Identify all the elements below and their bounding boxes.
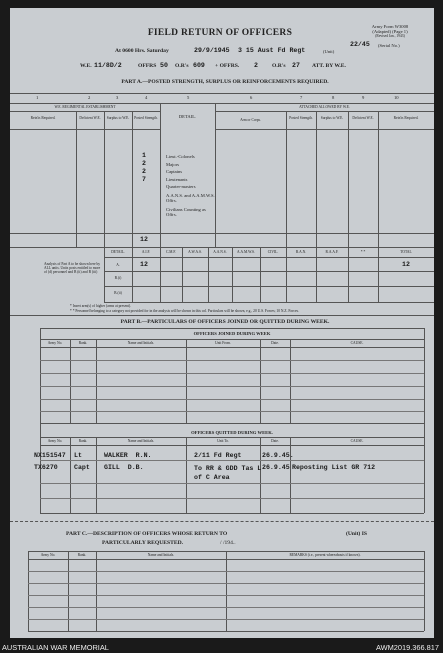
- part-c-header: Rank.: [77, 553, 87, 557]
- ors-label: O.R's: [175, 63, 189, 69]
- quitted-rank: Capt: [74, 464, 90, 471]
- col-header: Rein'ts Required.: [393, 116, 419, 120]
- footnote: * Insert arm(s) of higher (arms at present).: [70, 304, 132, 308]
- col-number: 5: [187, 95, 190, 100]
- group-header-right: ATTACHED ALLOWED BY W.E.: [299, 105, 350, 109]
- col-number: 6: [250, 95, 253, 100]
- quitted-header: Army No.: [47, 439, 63, 443]
- part-b-heading: PART B.—PARTICULARS OF OFFICERS JOINED OR QUITTED DURING WEEK.: [120, 319, 330, 325]
- plus-ors-label: O.R's: [272, 63, 286, 69]
- serial-label: (Serial No.): [378, 43, 400, 48]
- quitted-header: Unit To.: [217, 439, 229, 443]
- col-number: 2: [88, 95, 91, 100]
- quitted-header: Name and Initials.: [127, 439, 155, 443]
- quitted-army-no: NX151547: [34, 452, 66, 459]
- rank-label: Lieut.-Colonels: [166, 154, 195, 159]
- summary-aif-value: 12: [140, 261, 148, 268]
- column-numbers: [10, 95, 434, 101]
- rank-list: [166, 153, 216, 218]
- rank-label: Lieutenants: [166, 176, 188, 182]
- part-c-header: Name and Initials.: [147, 553, 175, 557]
- col-header: Deficient W.E.: [352, 116, 374, 120]
- summary-header: C.M.F.: [166, 250, 176, 254]
- posted-value: 2: [142, 160, 146, 167]
- rank-label: Majors: [166, 161, 180, 167]
- quitted-unit: To RR & GDD Tas L of C Area: [194, 465, 262, 481]
- summary-header: A.I.F.: [141, 250, 151, 254]
- form-ref-line: (Revised Jan., 1943): [375, 34, 405, 38]
- rank-label: Civilians Counting as Offrs.: [166, 206, 206, 218]
- part-c-header: Army No.: [40, 553, 56, 557]
- quitted-header: Date.: [271, 439, 279, 443]
- quitted-cause: Reposting List GR 712: [292, 464, 376, 471]
- offrs-value: 50: [160, 62, 168, 69]
- quitted-header: CAUSE.: [350, 439, 364, 443]
- return-date: 29/9/1945: [194, 47, 230, 54]
- col-header: Posted Strength.: [134, 116, 158, 120]
- posted-value: 1: [142, 152, 146, 159]
- posted-value: 7: [142, 176, 146, 183]
- archive-name: AUSTRALIAN WAR MEMORIAL: [2, 643, 109, 652]
- col-number: 8: [332, 95, 335, 100]
- summary-side-note: Analysis of Part A to be shown here by ALL units. Units posts entitled to more of (d) personnel and B (ii) and B (iii): [44, 262, 101, 275]
- col-header: Surplus to W.E.: [106, 116, 130, 120]
- time-line-prefix: At 0600 Hrs. Saturday: [115, 48, 169, 54]
- rank-label: Quarter-masters: [166, 184, 196, 190]
- quitted-date: 26.9.45.: [262, 452, 294, 459]
- col-header: Surplus to W.E.: [320, 116, 344, 120]
- part-c-subtitle: PARTICULARLY REQUESTED.: [102, 540, 184, 546]
- document-title: FIELD RETURN OF OFFICERS: [147, 28, 293, 38]
- form-ref-line: (Adapted) (Page 1): [372, 29, 408, 34]
- archive-footer: [0, 640, 443, 653]
- joined-header: Unit From.: [215, 341, 231, 345]
- summary-row-label: B.(ii): [114, 291, 122, 295]
- document-page: [10, 8, 434, 638]
- joined-header: Rank.: [78, 341, 88, 345]
- col-number: 10: [394, 95, 399, 100]
- we-label: W.E.: [80, 63, 92, 69]
- summary-row-label: B.(i): [114, 276, 122, 280]
- col-number: 9: [362, 95, 365, 100]
- joined-header: Date.: [271, 341, 279, 345]
- summary-header: A.A.N.S.: [213, 250, 227, 254]
- posted-strength-values: [142, 152, 156, 184]
- part-c-unit-label: (Unit) IS: [346, 531, 367, 537]
- col-number: 3: [116, 95, 119, 100]
- posted-value: 2: [142, 168, 146, 175]
- group-header-left: W.E. REGIMENTAL ESTABLISHMENT: [54, 105, 116, 109]
- col-number: 4: [145, 95, 148, 100]
- quitted-rank: Lt: [74, 452, 82, 459]
- quitted-name: GILL D.B.: [104, 464, 144, 471]
- summary-total-value: 12: [402, 261, 410, 268]
- quitted-date: 26.9.45: [262, 464, 290, 471]
- plus-offrs-value: 2: [254, 62, 258, 69]
- quitted-header: Rank.: [78, 439, 88, 443]
- unit-name: 3 15 Aust Fd Regt: [238, 47, 306, 54]
- col-header: Rein'ts Required.: [30, 116, 56, 120]
- quitted-name: WALKER R.N.: [104, 452, 152, 459]
- part-c-header: REMARKS (i.e., present whereabouts if known).: [289, 553, 361, 557]
- summary-header: CIVIL.: [267, 250, 279, 254]
- col-header: Posted Strength.: [289, 116, 313, 120]
- we-value: 11/8D/2: [94, 62, 122, 69]
- joined-title: OFFICERS JOINED DURING WEEK: [193, 331, 271, 336]
- joined-header: CAUSE.: [350, 341, 364, 345]
- summary-header: * *: [360, 250, 366, 254]
- part-a-heading: PART A.—POSTED STRENGTH, SURPLUS OR REINFORCEMENTS REQUIRED.: [121, 79, 329, 85]
- joined-header: Name and Initials.: [127, 341, 155, 345]
- part-c-date-blank: / /194..: [220, 540, 236, 546]
- unit-label: (Unit): [323, 49, 335, 54]
- quitted-title: OFFICERS QUITTED DURING WEEK.: [191, 430, 273, 435]
- offrs-label: OFFRS: [138, 63, 157, 69]
- summary-row-label: A.: [116, 263, 120, 267]
- rank-label: A.A.N.S. and A.A.M.W.S. Offrs.: [166, 192, 215, 204]
- part-c-heading: PART C.—DESCRIPTION OF OFFICERS WHOSE RETURN TO: [66, 531, 228, 537]
- posted-total: 12: [140, 236, 148, 243]
- summary-header: TOTAL: [400, 250, 412, 254]
- rank-label: Captains: [166, 169, 183, 175]
- archive-id: AWM2019.366.817: [376, 643, 439, 652]
- summary-header: A.W.A.S.: [188, 250, 202, 254]
- att-label: ATT. BY W.E.: [312, 63, 346, 69]
- quitted-army-no: TX6270: [34, 464, 58, 471]
- col-header: Arm or Corps.: [240, 118, 261, 122]
- form-reference: [350, 24, 430, 38]
- summary-header: R.A.N.: [295, 250, 307, 254]
- form-ref-line: Army Form W3008: [371, 24, 409, 29]
- detail-header: DETAIL.: [178, 114, 197, 119]
- summary-header: A.A.M.W.S.: [237, 250, 255, 254]
- col-number: 1: [36, 95, 39, 100]
- summary-header: DETAIL.: [111, 250, 125, 254]
- quitted-unit: 2/11 Fd Regt: [194, 452, 242, 459]
- col-number: 7: [300, 95, 303, 100]
- plus-ors-value: 27: [292, 62, 300, 69]
- summary-header: R.A.A.F.: [325, 250, 339, 254]
- ors-value: 609: [193, 62, 205, 69]
- serial-number: 22/45: [350, 41, 370, 48]
- plus-offrs-label: + OFFRS.: [215, 63, 240, 69]
- col-header: Deficient W.E.: [79, 116, 101, 120]
- joined-header: Army No.: [47, 341, 63, 345]
- footnote: * * Personnel belonging to a category not provided for in the analysis will be shown in this col. Particulars will be shown, e.g., 20 U.S. Forces; 10 N.Z. Forces.: [70, 309, 299, 313]
